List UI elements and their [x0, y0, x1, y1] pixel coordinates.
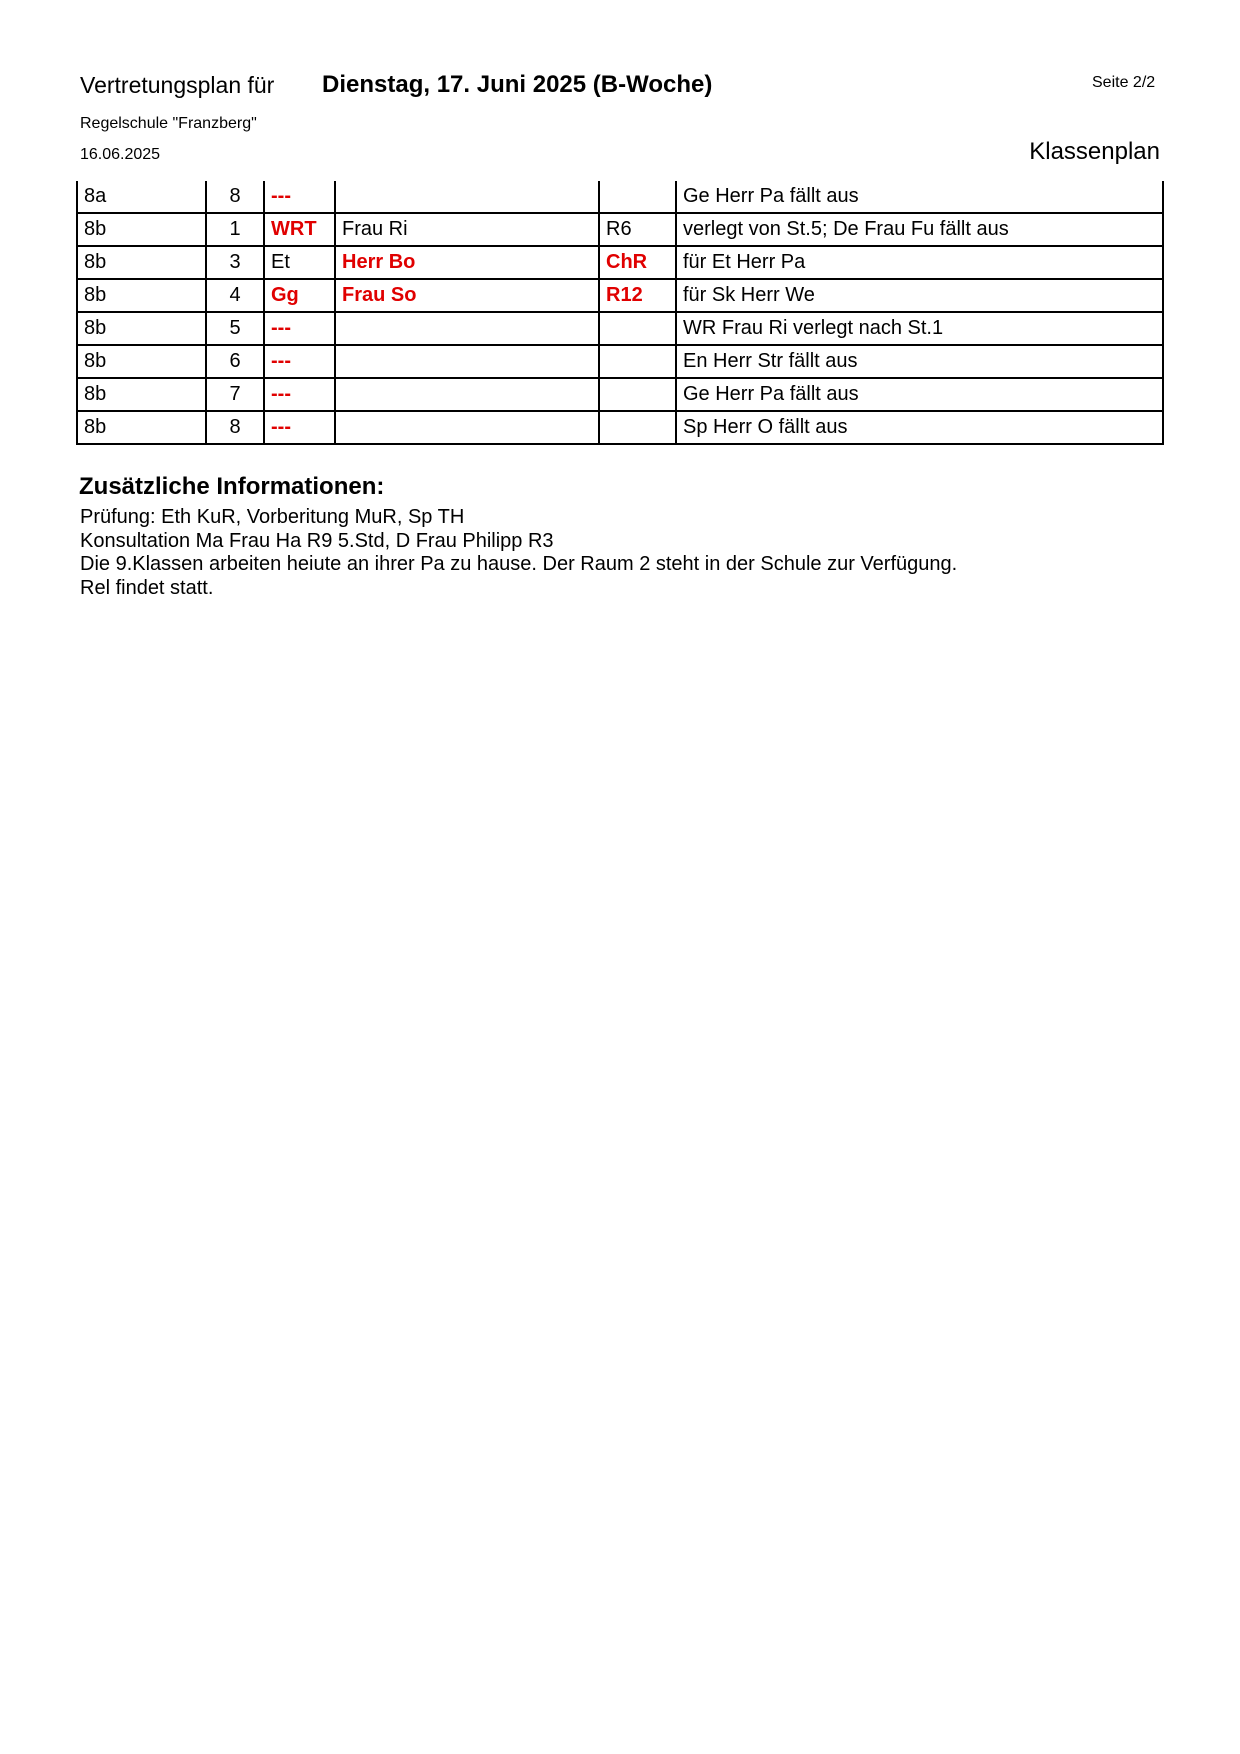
table-row — [77, 279, 1163, 312]
table-row — [77, 345, 1163, 378]
note-cell: En Herr Str fällt aus — [676, 345, 1163, 378]
note-cell: Sp Herr O fällt aus — [676, 411, 1163, 444]
teacher-cell — [335, 411, 599, 444]
info-line: Prüfung: Eth KuR, Vorberitung MuR, Sp TH — [80, 506, 465, 528]
note-cell: Ge Herr Pa fällt aus — [676, 378, 1163, 411]
hour-cell: 6 — [206, 345, 264, 378]
hour-cell: 3 — [206, 246, 264, 279]
teacher-cell: Frau Ri — [335, 213, 599, 246]
note-cell: für Sk Herr We — [676, 279, 1163, 312]
subject-cell: --- — [264, 411, 335, 444]
note-cell: Ge Herr Pa fällt aus — [676, 181, 1163, 213]
subject-cell: --- — [264, 181, 335, 213]
subject-cell: WRT — [264, 213, 335, 246]
room-cell — [599, 181, 676, 213]
room-cell — [599, 411, 676, 444]
hour-cell: 8 — [206, 181, 264, 213]
plan-date-title: Dienstag, 17. Juni 2025 (B-Woche) — [322, 71, 713, 98]
info-line: Die 9.Klassen arbeiten heiute an ihrer Pa zu hause. Der Raum 2 steht in der Schule zur Verfügung. — [80, 553, 958, 575]
plan-type-label: Klassenplan — [1029, 138, 1160, 165]
hour-cell: 4 — [206, 279, 264, 312]
teacher-cell — [335, 345, 599, 378]
info-line: Konsultation Ma Frau Ha R9 5.Std, D Frau Philipp R3 — [80, 529, 554, 552]
page-number: Seite 2/2 — [1092, 74, 1156, 91]
teacher-cell — [335, 181, 599, 213]
class-cell: 8b — [77, 345, 206, 378]
teacher-cell — [335, 378, 599, 411]
room-cell: R12 — [599, 279, 676, 312]
table-row — [77, 213, 1163, 246]
room-cell: R6 — [599, 213, 676, 246]
print-date: 16.06.2025 — [80, 146, 161, 163]
table-row — [77, 312, 1163, 345]
room-cell — [599, 312, 676, 345]
substitution-table-body — [77, 181, 1163, 444]
room-cell — [599, 345, 676, 378]
hour-cell: 7 — [206, 378, 264, 411]
school-name: Regelschule "Franzberg" — [80, 115, 257, 132]
hour-cell: 8 — [206, 411, 264, 444]
note-cell: verlegt von St.5; De Frau Fu fällt aus — [676, 213, 1163, 246]
title-prefix: Vertretungsplan für — [80, 72, 275, 98]
room-cell — [599, 378, 676, 411]
subject-cell: --- — [264, 312, 335, 345]
hour-cell: 1 — [206, 213, 264, 246]
class-cell: 8b — [77, 411, 206, 444]
info-text — [80, 506, 957, 600]
note-cell: für Et Herr Pa — [676, 246, 1163, 279]
subject-cell: --- — [264, 378, 335, 411]
substitution-table — [76, 181, 1164, 445]
room-cell: ChR — [599, 246, 676, 279]
teacher-cell — [335, 312, 599, 345]
table-row — [77, 378, 1163, 411]
subject-cell: --- — [264, 345, 335, 378]
info-heading: Zusätzliche Informationen: — [79, 473, 385, 500]
class-cell: 8b — [77, 246, 206, 279]
hour-cell: 5 — [206, 312, 264, 345]
subject-cell: Gg — [264, 279, 335, 312]
class-cell: 8b — [77, 279, 206, 312]
teacher-cell: Herr Bo — [335, 246, 599, 279]
class-cell: 8b — [77, 213, 206, 246]
class-cell: 8b — [77, 378, 206, 411]
note-cell: WR Frau Ri verlegt nach St.1 — [676, 312, 1163, 345]
subject-cell: Et — [264, 246, 335, 279]
teacher-cell: Frau So — [335, 279, 599, 312]
class-cell: 8a — [77, 181, 206, 213]
table-row — [77, 411, 1163, 444]
info-line: Rel findet statt. — [80, 576, 214, 599]
class-cell: 8b — [77, 312, 206, 345]
table-row — [77, 246, 1163, 279]
table-row — [77, 181, 1163, 213]
